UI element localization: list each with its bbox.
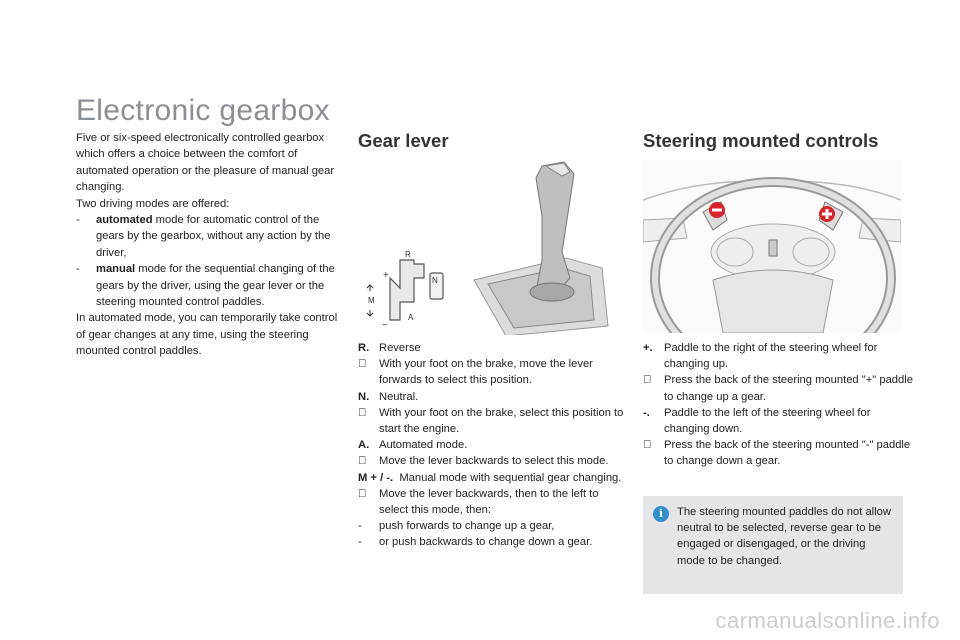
neutral-action: With your foot on the brake, select this position to start the engine. — [358, 405, 628, 437]
plus-paddle-icon — [819, 206, 835, 222]
steering-wheel-illustration — [643, 160, 901, 333]
gate-label-a: A — [408, 313, 414, 322]
info-box — [643, 496, 903, 594]
gate-label-m: M — [368, 296, 375, 305]
gear-lever-title: Gear lever — [358, 130, 449, 151]
minus-paddle-icon — [709, 202, 725, 218]
action-arrow-icon — [358, 356, 366, 372]
info-icon: i — [653, 506, 669, 522]
action-arrow-icon — [358, 405, 366, 421]
plus-paddle-action: Press the back of the steering mounted "+" paddle to change up a gear. — [643, 372, 913, 404]
action-arrow-icon — [358, 453, 366, 469]
action-arrow-icon — [643, 437, 651, 453]
intro-section — [76, 130, 338, 360]
automated-action: Move the lever backwards to select this mode. — [358, 453, 628, 469]
reverse-action: With your foot on the brake, move the lever forwards to select this position. — [358, 356, 628, 388]
minus-paddle-item: -. Paddle to the left of the steering wheel for changing down. — [643, 406, 871, 436]
gate-label-minus: − — [382, 320, 388, 331]
page-title: Electronic gearbox — [76, 94, 330, 127]
gear-lever-illustration — [356, 160, 624, 335]
manual-item: M + / -. Manual mode with sequential gear changing. — [358, 471, 622, 484]
action-arrow-icon — [643, 372, 651, 388]
arrow-down-icon — [367, 310, 373, 316]
mode-name: manual — [96, 263, 136, 276]
arrow-up-icon — [367, 285, 373, 291]
reverse-item: R. Reverse — [358, 342, 421, 354]
gate-label-r: R — [405, 250, 411, 259]
gate-label-plus: + — [383, 270, 389, 281]
mode-item-manual: - manual mode for the sequential changing of the gears by the driver, using the gear lever or the steering mounted control paddles. — [76, 263, 335, 309]
action-arrow-icon — [358, 486, 366, 502]
gear-lever-section — [358, 340, 628, 551]
mode-name: automated — [96, 214, 153, 227]
gear-lever-knob — [474, 162, 608, 335]
mode-item-automated: - automated mode for automatic control of the gears by the gearbox, without any action by the driver, — [76, 214, 331, 259]
steering-controls-section — [643, 340, 913, 470]
neutral-item: N. Neutral. — [358, 390, 419, 403]
minus-paddle-action: Press the back of the steering mounted "-" paddle to change down a gear. — [643, 437, 913, 469]
manual-sub-item: - or push backwards to change down a gear. — [358, 536, 593, 549]
steering-controls-title: Steering mounted controls — [643, 130, 879, 151]
automated-override-paragraph: In automated mode, you can temporarily take control of gear changes at any time, using the steering mounted control paddles. — [76, 312, 338, 358]
plus-paddle-item: +. Paddle to the right of the steering wheel for changing up. — [643, 342, 878, 371]
brand-logo — [769, 240, 777, 256]
manual-action: Move the lever backwards, then to the left to select this mode, then: — [358, 486, 628, 518]
gear-gate-diagram — [390, 260, 443, 320]
modes-intro: Two driving modes are offered: — [76, 197, 230, 210]
intro-paragraph: Five or six-speed electronically controlled gearbox which offers a choice between the comfort of automated operation or the pleasure of manual gear changing. — [76, 132, 335, 194]
watermark: carmanualsonline.info — [715, 608, 940, 633]
info-text: The steering mounted paddles do not allow neutral to be selected, reverse gear to be engaged or disengaged, or the driving mode to be changed. — [677, 506, 891, 567]
automated-item: A. Automated mode. — [358, 439, 468, 452]
gate-label-n: N — [432, 276, 438, 285]
manual-sub-item: - push forwards to change up a gear, — [358, 520, 555, 533]
